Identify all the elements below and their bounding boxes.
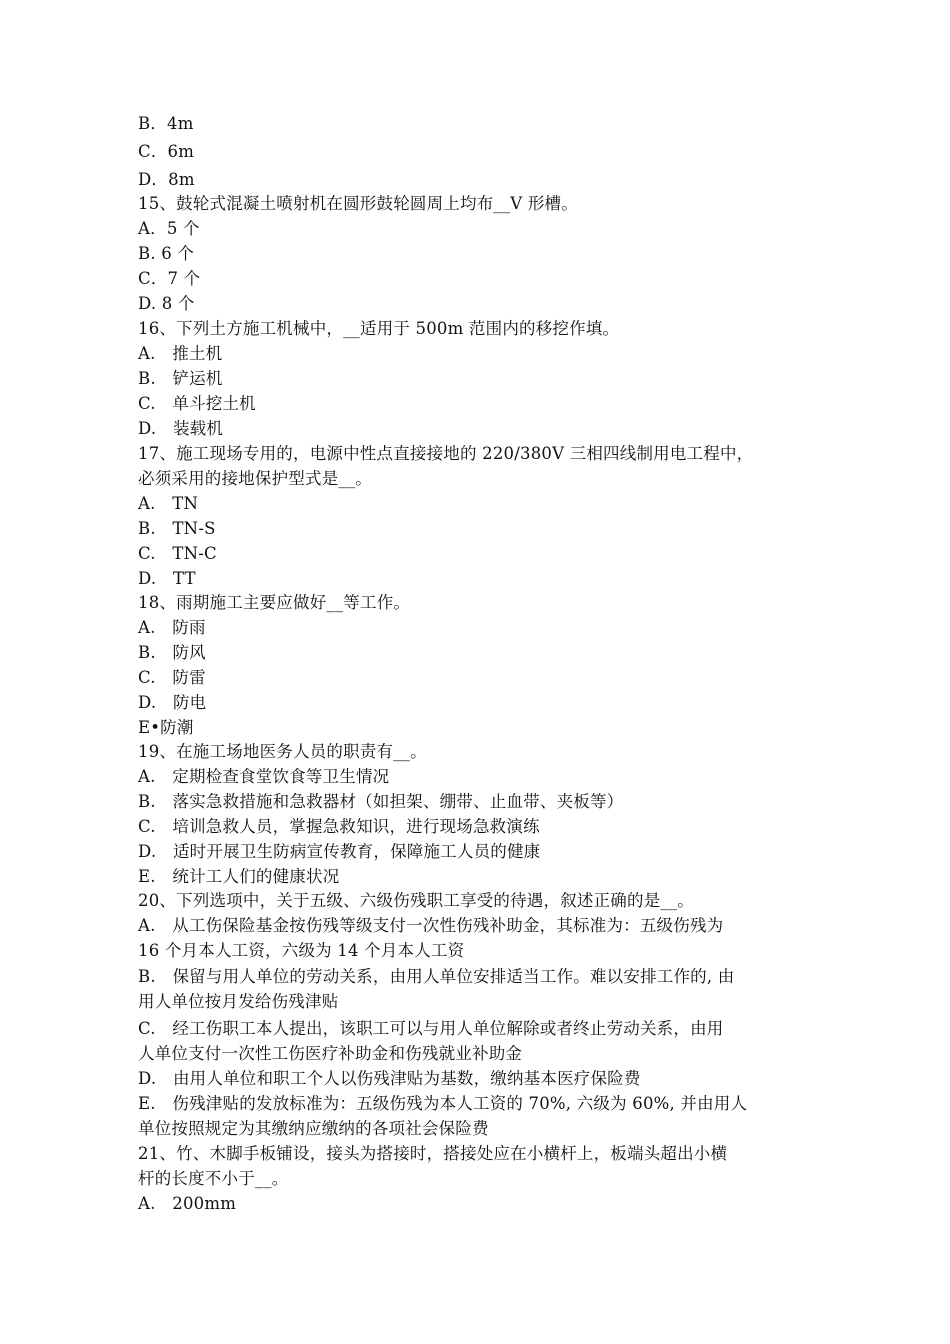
text-line: A. TN (138, 494, 199, 513)
text-line: C. TN-C (138, 544, 217, 563)
question-16: 16、下列土方施工机械中，__适用于 500m 范围内的移挖作填。 (138, 319, 620, 338)
text-line: A. 定期检查食堂饮食等卫生情况 (138, 767, 390, 786)
text-line: C. 培训急救人员，掌握急救知识，进行现场急救演练 (138, 817, 540, 836)
question-21: 21、竹、木脚手板铺设，接头为搭接时，搭接处应在小横杆上，板端头超出小横 (138, 1144, 728, 1163)
text-line: B．4m (138, 114, 194, 133)
text-line: D．8m (138, 170, 195, 189)
text-line: D. 8 个 (138, 294, 195, 313)
text-line: E•防潮 (138, 718, 194, 737)
text-line: D. 防电 (138, 693, 207, 712)
text-line: 必须采用的接地保护型式是__。 (138, 469, 372, 488)
text-line: D. TT (138, 569, 196, 588)
text-line: 人单位支付一次性工伤医疗补助金和伤残就业补助金 (138, 1044, 523, 1063)
text-line: B. 落实急救措施和急救器材（如担架、绷带、止血带、夹板等） (138, 792, 624, 811)
text-line: 单位按照规定为其缴纳应缴纳的各项社会保险费 (138, 1119, 489, 1138)
text-line: C. 单斗挖土机 (138, 394, 256, 413)
text-line: B. 铲运机 (138, 369, 223, 388)
text-line: A. 推土机 (138, 344, 223, 363)
text-line: B. TN-S (138, 519, 216, 538)
question-19: 19、在施工场地医务人员的职责有__。 (138, 742, 427, 761)
text-line: D. 装载机 (138, 419, 224, 438)
text-line: B. 防风 (138, 643, 206, 662)
question-15: 15、鼓轮式混凝土喷射机在圆形鼓轮圆周上均布__V 形槽。 (138, 194, 578, 213)
text-line: D. 由用人单位和职工个人以伤残津贴为基数，缴纳基本医疗保险费 (138, 1069, 641, 1088)
text-line: 用人单位按月发给伤残津贴 (138, 992, 339, 1011)
text-line: 16 个月本人工资，六级为 14 个月本人工资 (138, 941, 465, 960)
question-18: 18、雨期施工主要应做好__等工作。 (138, 593, 411, 612)
text-line: A．5 个 (138, 219, 200, 238)
text-line: D. 适时开展卫生防病宣传教育，保障施工人员的健康 (138, 842, 541, 861)
text-line: C. 经工伤职工本人提出，该职工可以与用人单位解除或者终止劳动关系，由用 (138, 1019, 724, 1038)
text-line: C. 防雷 (138, 668, 206, 687)
text-line: A. 200mm (138, 1194, 237, 1213)
text-line: B. 保留与用人单位的劳动关系，由用人单位安排适当工作。难以安排工作的, 由 (138, 967, 735, 986)
text-line: B. 6 个 (138, 244, 195, 263)
text-line: C．7 个 (138, 269, 201, 288)
text-line: C．6m (138, 142, 195, 161)
question-20: 20、下列选项中，关于五级、六级伤残职工享受的待遇，叙述正确的是__。 (138, 891, 694, 910)
text-line: 杆的长度不小于__。 (138, 1169, 289, 1188)
text-line: E. 伤残津贴的发放标准为：五级伤残为本人工资的 70%, 六级为 60%, 并由用人 (138, 1094, 748, 1113)
question-17: 17、施工现场专用的，电源中性点直接接地的 220/380V 三相四线制用电工程中， (138, 444, 754, 463)
text-line: A. 防雨 (138, 618, 206, 637)
text-line: A. 从工伤保险基金按伤残等级支付一次性伤残补助金，其标准为：五级伤残为 (138, 916, 724, 935)
text-line: E. 统计工人们的健康状况 (138, 867, 340, 886)
